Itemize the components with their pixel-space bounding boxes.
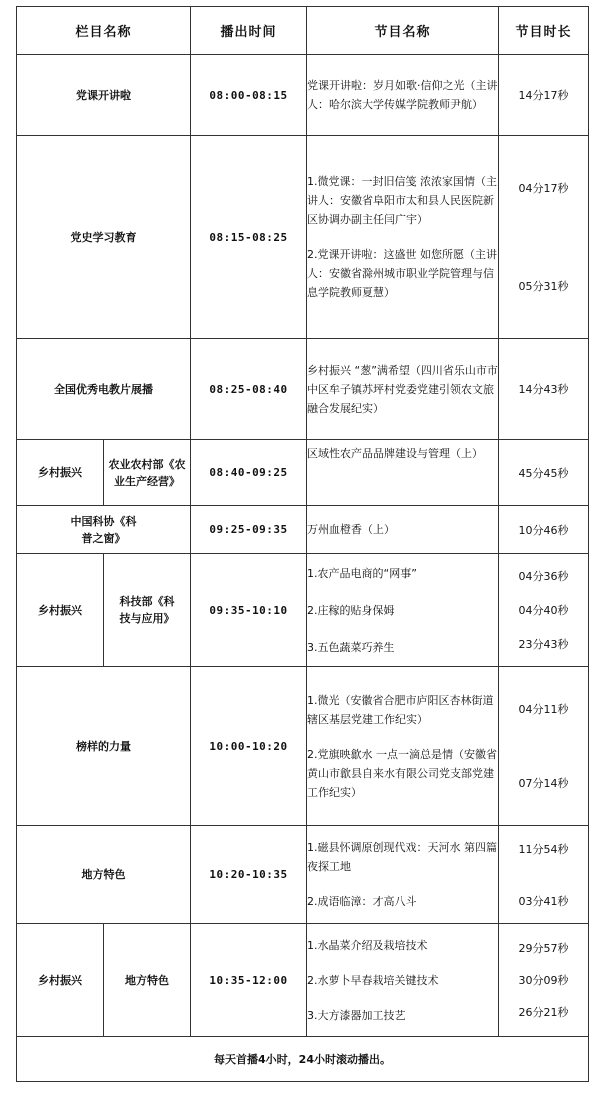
schedule-table: [16, 6, 589, 1082]
header-program-name: 节目名称: [307, 7, 499, 55]
column-name-cell: 党史学习教育: [17, 136, 191, 339]
sub-column-name-cell: 地方特色: [104, 924, 191, 1037]
column-name-cell: 中国科协《科普之窗》: [17, 506, 191, 554]
program-cell: [307, 826, 499, 924]
table-row: [17, 339, 589, 440]
program-cell: [307, 924, 499, 1037]
air-time-cell: 09:35-10:10: [191, 554, 307, 667]
duration-value: 03分41秒: [518, 894, 569, 908]
duration-value: 04分40秒: [518, 604, 569, 617]
table-row: [17, 554, 589, 667]
air-time-cell: 10:35-12:00: [191, 924, 307, 1037]
header-row: [17, 7, 589, 55]
column-name-cell: 乡村振兴: [17, 554, 104, 667]
duration-value: 45分45秒: [518, 466, 569, 480]
header-air-time: 播出时间: [191, 7, 307, 55]
program-item: 2.党旗映歙水 一点一滴总是情（安徽省黄山市歙县自来水有限公司党支部党建工作纪实）: [307, 747, 498, 799]
air-time-cell: 08:15-08:25: [191, 136, 307, 339]
duration-cell: [499, 506, 589, 554]
program-cell: [307, 339, 499, 440]
program-item: 1.农产品电商的“网事”: [307, 566, 417, 580]
header-duration: 节目时长: [499, 7, 589, 55]
program-cell: [307, 506, 499, 554]
table-row: [17, 826, 589, 924]
table-row: [17, 440, 589, 506]
program-item: 2.成语临漳：才高八斗: [307, 895, 417, 908]
table-row: [17, 55, 589, 136]
program-item: 3.大方漆器加工技艺: [307, 1008, 406, 1022]
air-time-cell: 08:25-08:40: [191, 339, 307, 440]
duration-value: 30分09秒: [518, 974, 569, 987]
column-name-cell: 全国优秀电教片展播: [17, 339, 191, 440]
program-item: 2.水萝卜早春栽培关键技术: [307, 973, 439, 987]
program-item: 区域性农产品品牌建设与管理（上）: [307, 447, 484, 460]
footer-row: [17, 1037, 589, 1082]
duration-value: 05分31秒: [518, 280, 569, 293]
duration-value: 14分17秒: [518, 89, 569, 102]
duration-value: 23分43秒: [518, 638, 569, 651]
program-item: 1.水晶菜介绍及栽培技术: [307, 938, 428, 952]
duration-value: 04分17秒: [518, 182, 569, 195]
duration-cell: [499, 924, 589, 1037]
duration-cell: [499, 339, 589, 440]
program-cell: [307, 55, 499, 136]
table-row: [17, 924, 589, 1037]
program-item: 2.庄稼的贴身保姆: [307, 603, 395, 617]
air-time-cell: 10:20-10:35: [191, 826, 307, 924]
duration-cell: [499, 667, 589, 826]
table-row: [17, 136, 589, 339]
program-item: 1.微光（安徽省合肥市庐阳区杏林街道辖区基层党建工作纪实）: [307, 693, 494, 726]
duration-cell: [499, 136, 589, 339]
duration-cell: [499, 554, 589, 667]
program-item: 党课开讲啦：岁月如歌·信仰之光（主讲人：哈尔滨大学传媒学院教师尹航）: [307, 79, 498, 111]
duration-value: 14分43秒: [518, 383, 569, 396]
column-name-cell: 党课开讲啦: [17, 55, 191, 136]
duration-cell: [499, 826, 589, 924]
air-time-cell: 10:00-10:20: [191, 667, 307, 826]
duration-value: 07分14秒: [518, 777, 569, 790]
header-column-name: 栏目名称: [17, 7, 191, 55]
program-cell: [307, 136, 499, 339]
column-name-cell: 乡村振兴: [17, 924, 104, 1037]
column-name-cell: 地方特色: [17, 826, 191, 924]
air-time-cell: 08:40-09:25: [191, 440, 307, 506]
duration-value: 10分46秒: [518, 523, 569, 537]
duration-cell: [499, 55, 589, 136]
program-item: 3.五色蔬菜巧养生: [307, 640, 395, 654]
program-cell: [307, 667, 499, 826]
sub-column-name-cell: 农业农村部《农业生产经营》: [104, 440, 191, 506]
duration-value: 04分11秒: [518, 703, 569, 716]
air-time-cell: 09:25-09:35: [191, 506, 307, 554]
duration-value: 26分21秒: [518, 1006, 569, 1019]
column-name-cell: 乡村振兴: [17, 440, 104, 506]
duration-value: 29分57秒: [518, 942, 569, 955]
program-cell: [307, 440, 499, 506]
program-item: 2.党课开讲啦：这盛世 如您所愿（主讲人：安徽省滁州城市职业学院管理与信息学院教师夏慧）: [307, 248, 498, 299]
table-row: [17, 506, 589, 554]
table-row: [17, 667, 589, 826]
program-cell: [307, 554, 499, 667]
air-time-cell: 08:00-08:15: [191, 55, 307, 136]
footer-note: 每天首播4小时，24小时滚动播出。: [17, 1037, 589, 1082]
sub-column-name-cell: 科技部《科技与应用》: [104, 554, 191, 667]
duration-value: 11分54秒: [518, 842, 569, 856]
program-item: 1.磁县怀调原创现代戏：天河水 第四篇 夜探工地: [307, 841, 498, 873]
duration-cell: [499, 440, 589, 506]
program-item: 乡村振兴 “葱”满希望（四川省乐山市市中区牟子镇苏坪村党委党建引领农文旅融合发展纪实）: [307, 363, 498, 415]
program-item: 万州血橙香（上）: [307, 523, 396, 536]
duration-value: 04分36秒: [518, 570, 569, 583]
program-item: 1.微党课：一封旧信笺 浓浓家国情（主讲人：安徽省阜阳市太和县人民医院新区协调办副主任闫广宇）: [307, 175, 498, 226]
column-name-cell: 榜样的力量: [17, 667, 191, 826]
